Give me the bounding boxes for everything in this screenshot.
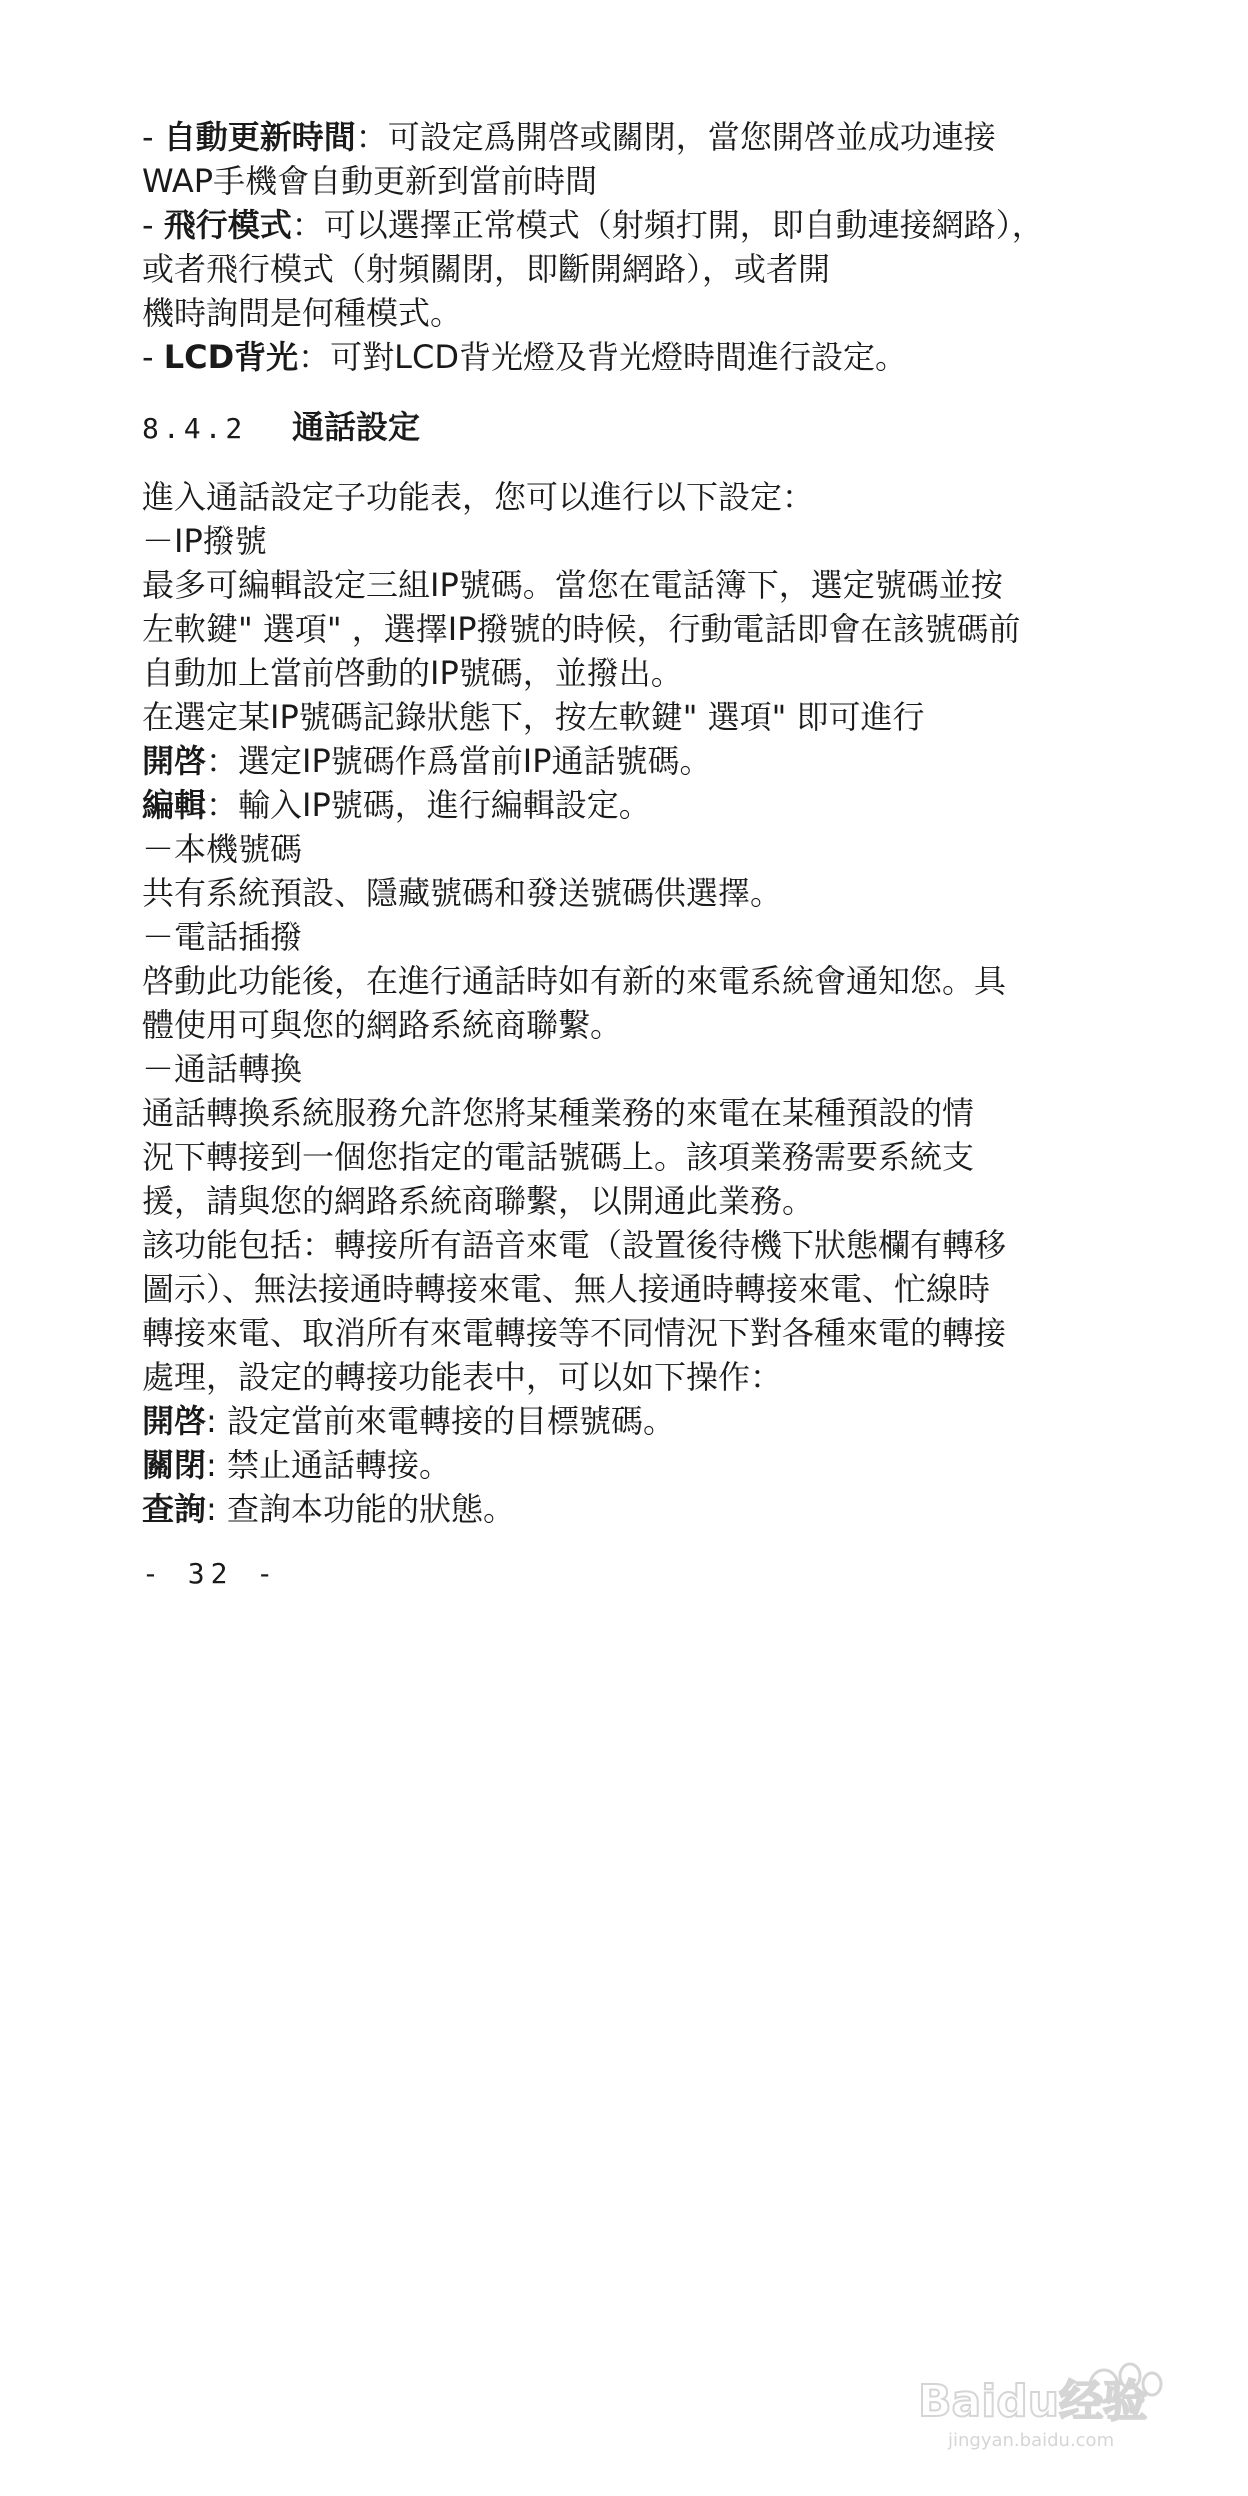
ip-line-2: 左軟鍵" 選項" ，選擇IP撥號的時候，行動電話即會在該號碼前 bbox=[142, 610, 1021, 648]
forward-query-label: 查詢 bbox=[142, 1490, 207, 1528]
call-forward-line-7: 處理，設定的轉接功能表中，可以如下操作： bbox=[142, 1358, 783, 1396]
ip-line-1: 最多可編輯設定三組IP號碼。當您在電話簿下，選定號碼並按 bbox=[142, 566, 1003, 604]
page-number: - 32 - bbox=[142, 1557, 280, 1590]
ip-edit-text: ：輸入IP號碼，進行編輯設定。 bbox=[206, 786, 651, 824]
ip-open-line bbox=[142, 739, 1122, 783]
own-number-heading: －本機號碼 bbox=[142, 830, 303, 868]
call-forward-heading: －通話轉換 bbox=[142, 1050, 303, 1088]
call-waiting-line-2: 體使用可與您的網路系統商聯繫。 bbox=[142, 1006, 623, 1044]
ip-line-3: 自動加上當前啓動的IP號碼，並撥出。 bbox=[142, 654, 683, 692]
manual-page bbox=[142, 115, 1122, 1590]
call-forward-line-4: 該功能包括：轉接所有語音來電（設置後待機下狀態欄有轉移 bbox=[142, 1226, 1007, 1264]
svg-text:Baidu经验: Baidu经验 bbox=[918, 2376, 1148, 2427]
lcd-line: - LCD背光：可對LCD背光燈及背光燈時間進行設定。 bbox=[142, 338, 907, 376]
ip-open-label: 開啓 bbox=[142, 742, 207, 780]
lcd-text: ：可對LCD背光燈及背光燈時間進行設定。 bbox=[298, 338, 907, 376]
ip-edit-line bbox=[142, 783, 1122, 827]
auto-update-line-2: WAP手機會自動更新到當前時間 bbox=[142, 162, 598, 200]
forward-close-label: 關閉 bbox=[142, 1446, 207, 1484]
forward-query-line bbox=[142, 1487, 1122, 1531]
flight-line-3: 機時詢問是何種模式。 bbox=[142, 294, 463, 332]
own-number-line: 共有系統預設、隱藏號碼和發送號碼供選擇。 bbox=[142, 874, 783, 912]
forward-close-text: : 禁止通話轉接。 bbox=[206, 1446, 451, 1484]
call-forward-line-1: 通話轉換系統服務允許您將某種業務的來電在某種預設的情 bbox=[142, 1094, 975, 1132]
ip-open-text: ：選定IP號碼作爲當前IP通話號碼。 bbox=[206, 742, 712, 780]
call-forward-line-5: 圖示）、無法接通時轉接來電、無人接通時轉接來電、忙線時 bbox=[142, 1270, 991, 1308]
forward-close-line bbox=[142, 1443, 1122, 1487]
ip-edit-label: 編輯 bbox=[142, 786, 207, 824]
ip-dial-heading: －IP撥號 bbox=[142, 522, 267, 560]
ip-line-4: 在選定某IP號碼記錄狀態下，按左軟鍵" 選項" 即可進行 bbox=[142, 698, 925, 736]
flight-text-1: ：可以選擇正常模式（射頻打開，即自動連接網路）， bbox=[291, 206, 1044, 244]
call-forward-line-3: 援，請與您的網路系統商聯繫，以開通此業務。 bbox=[142, 1182, 815, 1220]
section-heading bbox=[142, 405, 1122, 451]
flight-label: 飛行模式 bbox=[163, 206, 292, 244]
svg-text:jingyan.baidu.com: jingyan.baidu.com bbox=[948, 2430, 1115, 2451]
forward-open-line bbox=[142, 1399, 1122, 1443]
auto-update-text-1: ：可設定爲開啓或關閉，當您開啓並成功連接 bbox=[355, 118, 996, 156]
auto-update-label: 自動更新時間 bbox=[163, 118, 356, 156]
section-title: 通話設定 bbox=[292, 408, 421, 446]
call-waiting-heading: －電話插撥 bbox=[142, 918, 303, 956]
auto-update-line-1: - 自動更新時間：可設定爲開啓或關閉，當您開啓並成功連接 bbox=[142, 118, 996, 156]
call-waiting-line-1: 啓動此功能後，在進行通話時如有新的來電系統會通知您。具 bbox=[142, 962, 1007, 1000]
flight-line-1: - 飛行模式：可以選擇正常模式（射頻打開，即自動連接網路）， bbox=[142, 206, 1044, 244]
call-forward-line-6: 轉接來電、取消所有來電轉接等不同情況下對各種來電的轉接 bbox=[142, 1314, 1007, 1352]
baidu-watermark-logo bbox=[908, 2346, 1208, 2456]
lcd-label: LCD背光 bbox=[163, 338, 299, 376]
intro-line: 進入通話設定子功能表，您可以進行以下設定： bbox=[142, 478, 815, 516]
section-number: 8.4.2 bbox=[142, 412, 247, 445]
forward-query-text: : 查詢本功能的狀態。 bbox=[206, 1490, 515, 1528]
forward-open-label: 開啓 bbox=[142, 1402, 207, 1440]
call-forward-line-2: 況下轉接到一個您指定的電話號碼上。該項業務需要系統支 bbox=[142, 1138, 975, 1176]
forward-open-text: : 設定當前來電轉接的目標號碼。 bbox=[206, 1402, 675, 1440]
flight-line-2: 或者飛行模式（射頻關閉，即斷開網路），或者開 bbox=[142, 250, 831, 288]
